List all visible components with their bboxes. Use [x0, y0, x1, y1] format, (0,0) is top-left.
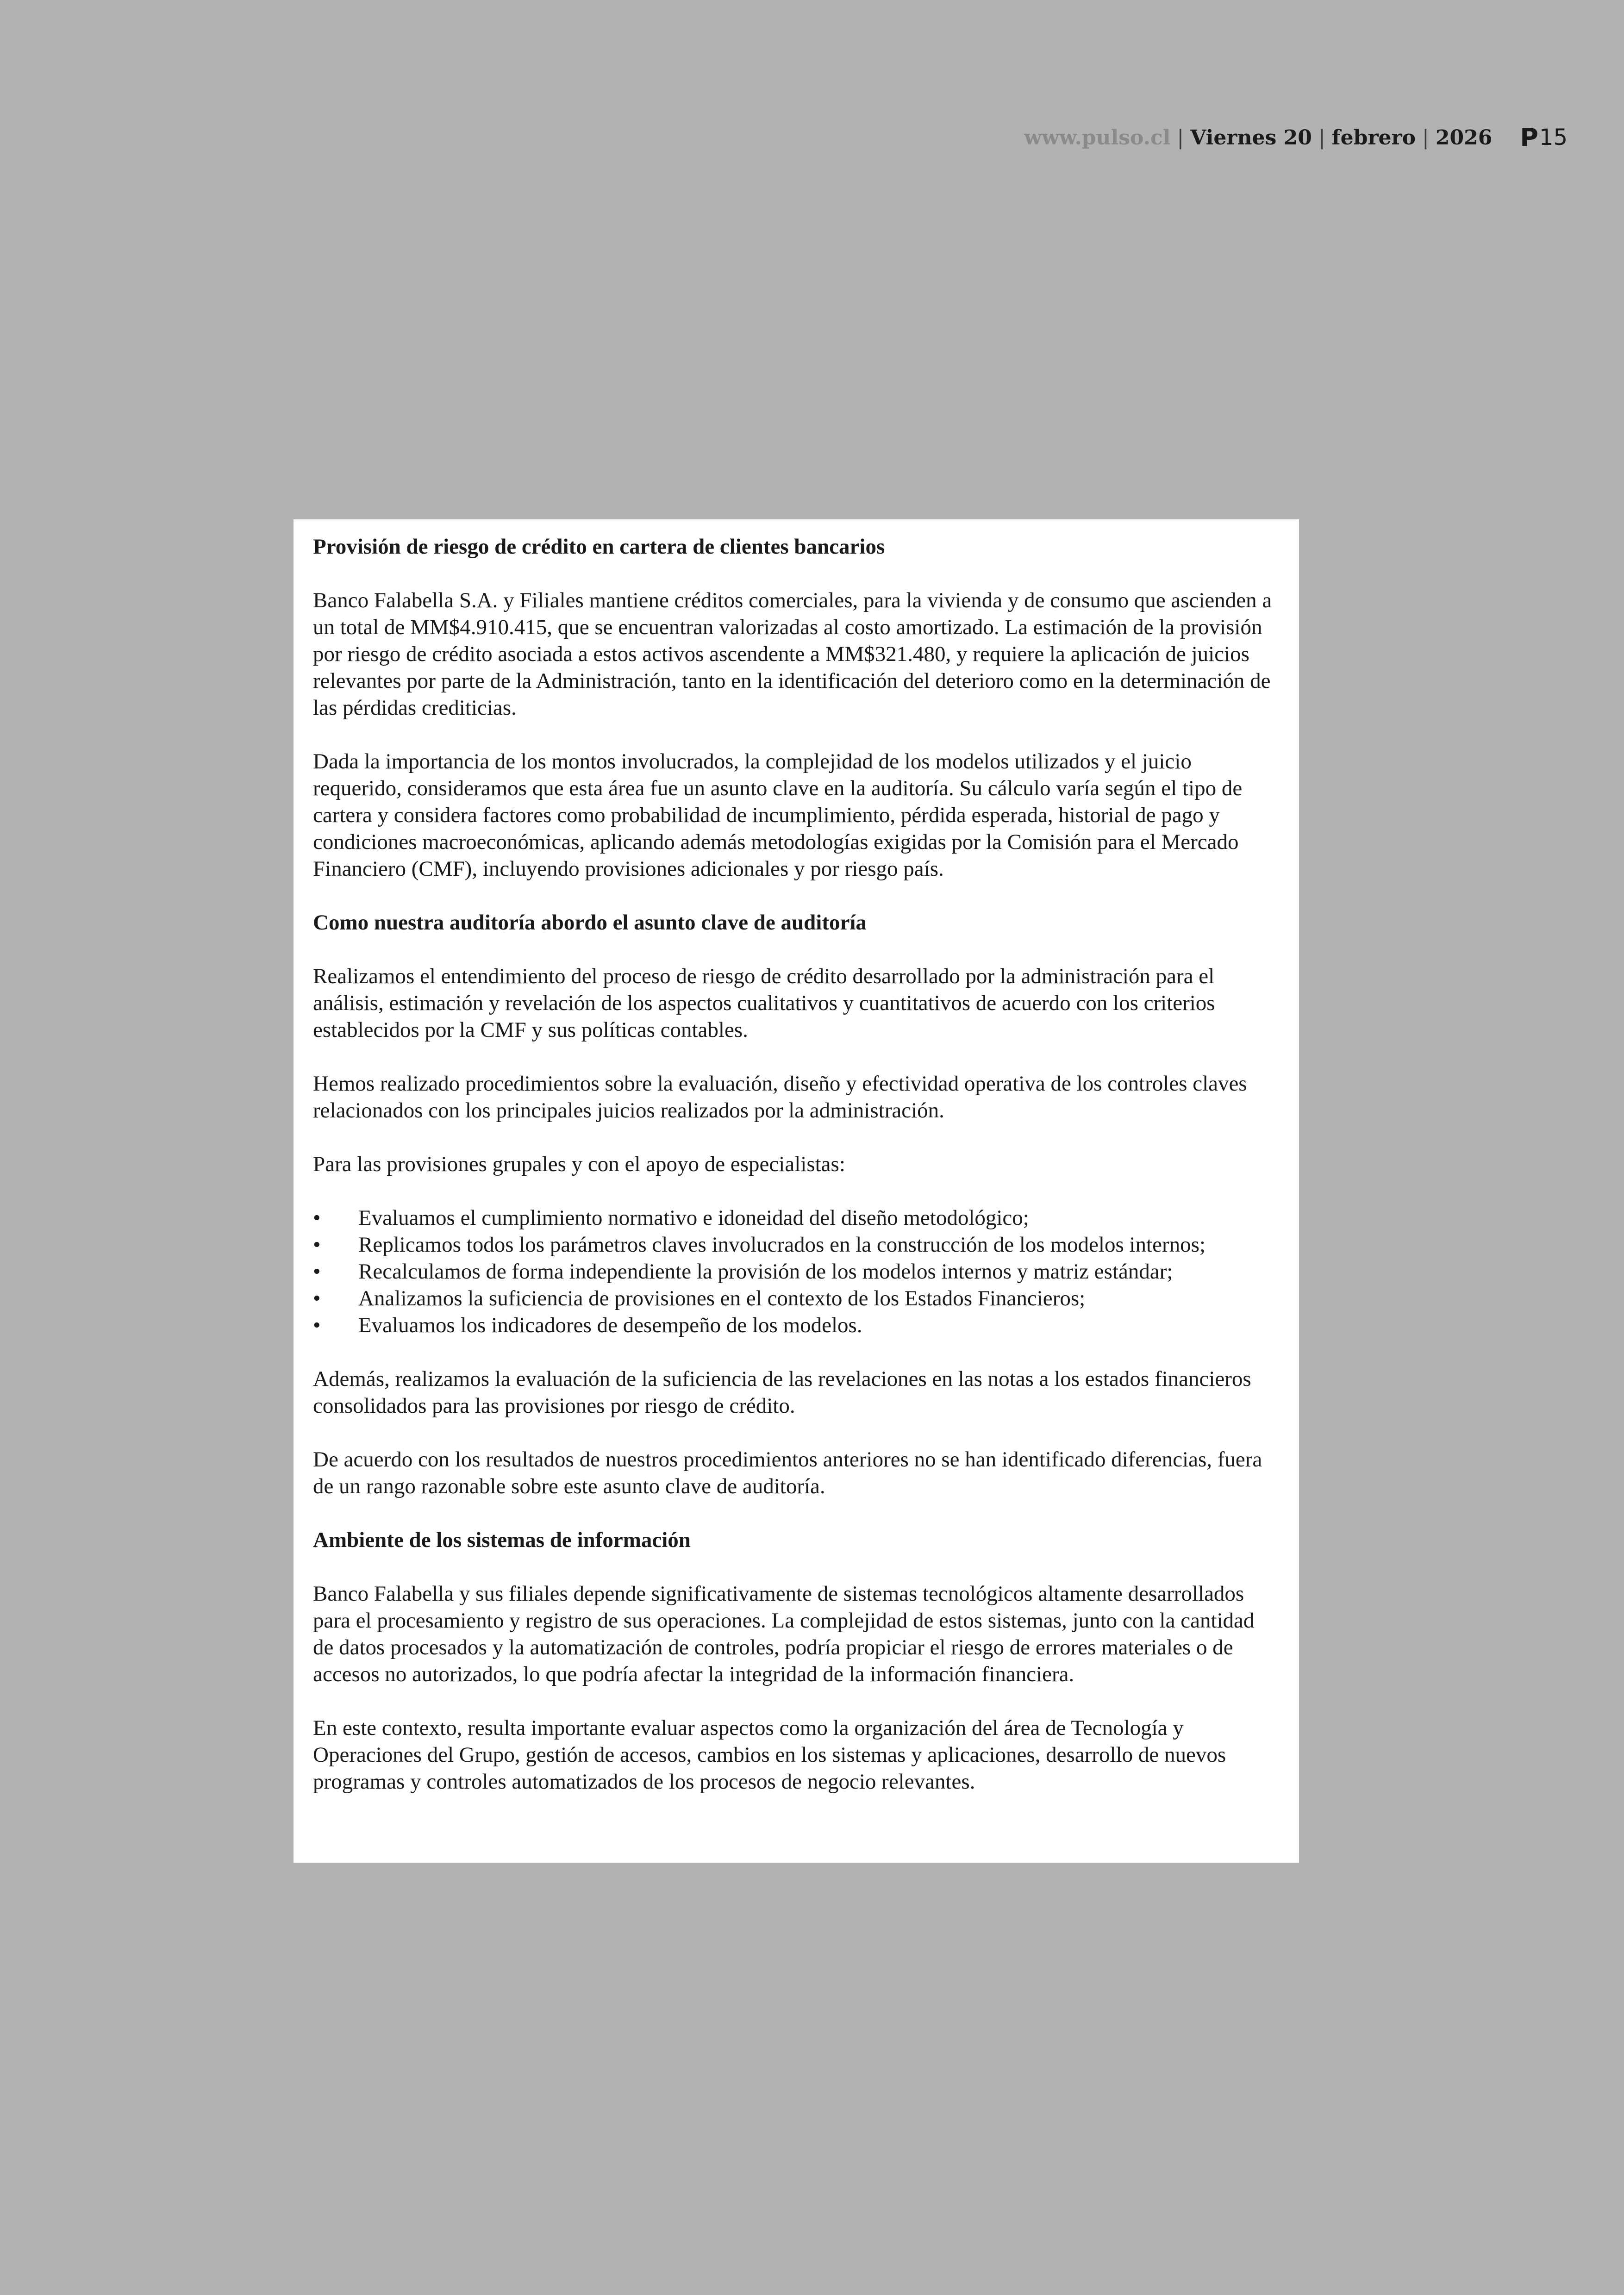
paragraph: En este contexto, resulta importante evaluar aspectos como la organización del área de Tecnología y Operaciones del Grupo, gestión de accesos, cambios en los sistemas y aplicaciones, desarrollo de nuevos programas y controles automatizados de los procesos de negocio relevantes.: [313, 1716, 1226, 1794]
paragraph: Para las provisiones grupales y con el apoyo de especialistas:: [313, 1152, 845, 1176]
pulso-logo-icon: P: [1520, 123, 1538, 152]
list-item-text: Evaluamos los indicadores de desempeño de los modelos.: [358, 1313, 862, 1337]
paragraph: Banco Falabella y sus filiales depende significativamente de sistemas tecnológicos altamente desarrollados para el procesamiento y registro de sus operaciones. La complejidad de estos sistemas, junto con la cantidad de datos procesados y la automatización de controles, podría propiciar el riesgo de errores materiales o de accesos no autorizados, lo que podría afectar la integridad de la información financiera.: [313, 1582, 1255, 1686]
section-heading-credit-risk: Provisión de riesgo de crédito en cartera de clientes bancarios: [313, 535, 885, 559]
paragraph: De acuerdo con los resultados de nuestros procedimientos anteriores no se han identificado diferencias, fuera de un rango razonable sobre este asunto clave de auditoría.: [313, 1447, 1262, 1498]
list-item: [313, 1231, 1280, 1258]
bullet-icon: •: [313, 1206, 321, 1230]
article-text-box: [294, 519, 1299, 1863]
section-heading-information-systems: Ambiente de los sistemas de información: [313, 1528, 691, 1552]
paragraph: Realizamos el entendimiento del proceso de riesgo de crédito desarrollado por la administración para el análisis, estimación y revelación de los aspectos cualitativos y cuantitativos de acuerdo con los criterios establecidos por la CMF y sus políticas contables.: [313, 964, 1215, 1042]
paragraph: Dada la importancia de los montos involucrados, la complejidad de los modelos utilizados y el juicio requerido, consideramos que esta área fue un asunto clave en la auditoría. Su cálculo varía según el tipo de cartera y considera factores como probabilidad de incumplimiento, pérdida esperada, historial de pago y condiciones macroeconómicas, aplicando además metodologías exigidas por la Comisión para el Mercado Financiero (CMF), incluyendo provisiones adicionales y por riesgo país.: [313, 749, 1243, 881]
paragraph: Banco Falabella S.A. y Filiales mantiene créditos comerciales, para la vivienda y de consumo que ascienden a un total de MM$4.910.415, que se encuentran valorizadas al costo amortizado. La estimación de la provisión por riesgo de crédito asociada a estos activos ascendente a MM$321.480, y requiere la aplicación de juicios relevantes por parte de la Administración, tanto en la identificación del deterioro como en la determinación de las pérdidas crediticias.: [313, 588, 1272, 720]
page-number-value: 15: [1539, 125, 1568, 150]
paragraph: Hemos realizado procedimientos sobre la evaluación, diseño y efectividad operativa de los controles claves relacionados con los principales juicios realizados por la administración.: [313, 1072, 1247, 1123]
bullet-icon: •: [313, 1260, 321, 1284]
header-date-day: Viernes 20: [1190, 125, 1312, 150]
procedures-list: [313, 1204, 1280, 1339]
page-number: [1520, 123, 1568, 152]
list-item: [313, 1312, 1280, 1339]
list-item-text: Replicamos todos los parámetros claves involucrados en la construcción de los modelos internos;: [358, 1233, 1206, 1257]
paragraph: Además, realizamos la evaluación de la suficiencia de las revelaciones en las notas a los estados financieros consolidados para las provisiones por riesgo de crédito.: [313, 1367, 1251, 1418]
list-item: [313, 1285, 1280, 1312]
list-item-text: Evaluamos el cumplimiento normativo e idoneidad del diseño metodológico;: [358, 1206, 1029, 1230]
header-separator: |: [1177, 125, 1184, 150]
header-date-year: 2026: [1435, 125, 1493, 150]
list-item-text: Recalculamos de forma independiente la provisión de los modelos internos y matriz estándar;: [358, 1260, 1173, 1284]
bullet-icon: •: [313, 1313, 321, 1337]
list-item: [313, 1204, 1280, 1231]
list-item: [313, 1258, 1280, 1285]
header-separator: |: [1422, 125, 1429, 150]
bullet-icon: •: [313, 1286, 321, 1310]
header-separator: |: [1318, 125, 1325, 150]
list-item-text: Analizamos la suficiencia de provisiones en el contexto de los Estados Financieros;: [358, 1286, 1086, 1310]
page-header: [1024, 121, 1568, 154]
bullet-icon: •: [313, 1233, 321, 1257]
site-url[interactable]: www.pulso.cl: [1024, 125, 1171, 150]
section-heading-audit-approach: Como nuestra auditoría abordo el asunto clave de auditoría: [313, 911, 867, 935]
header-date-month: febrero: [1331, 125, 1416, 150]
